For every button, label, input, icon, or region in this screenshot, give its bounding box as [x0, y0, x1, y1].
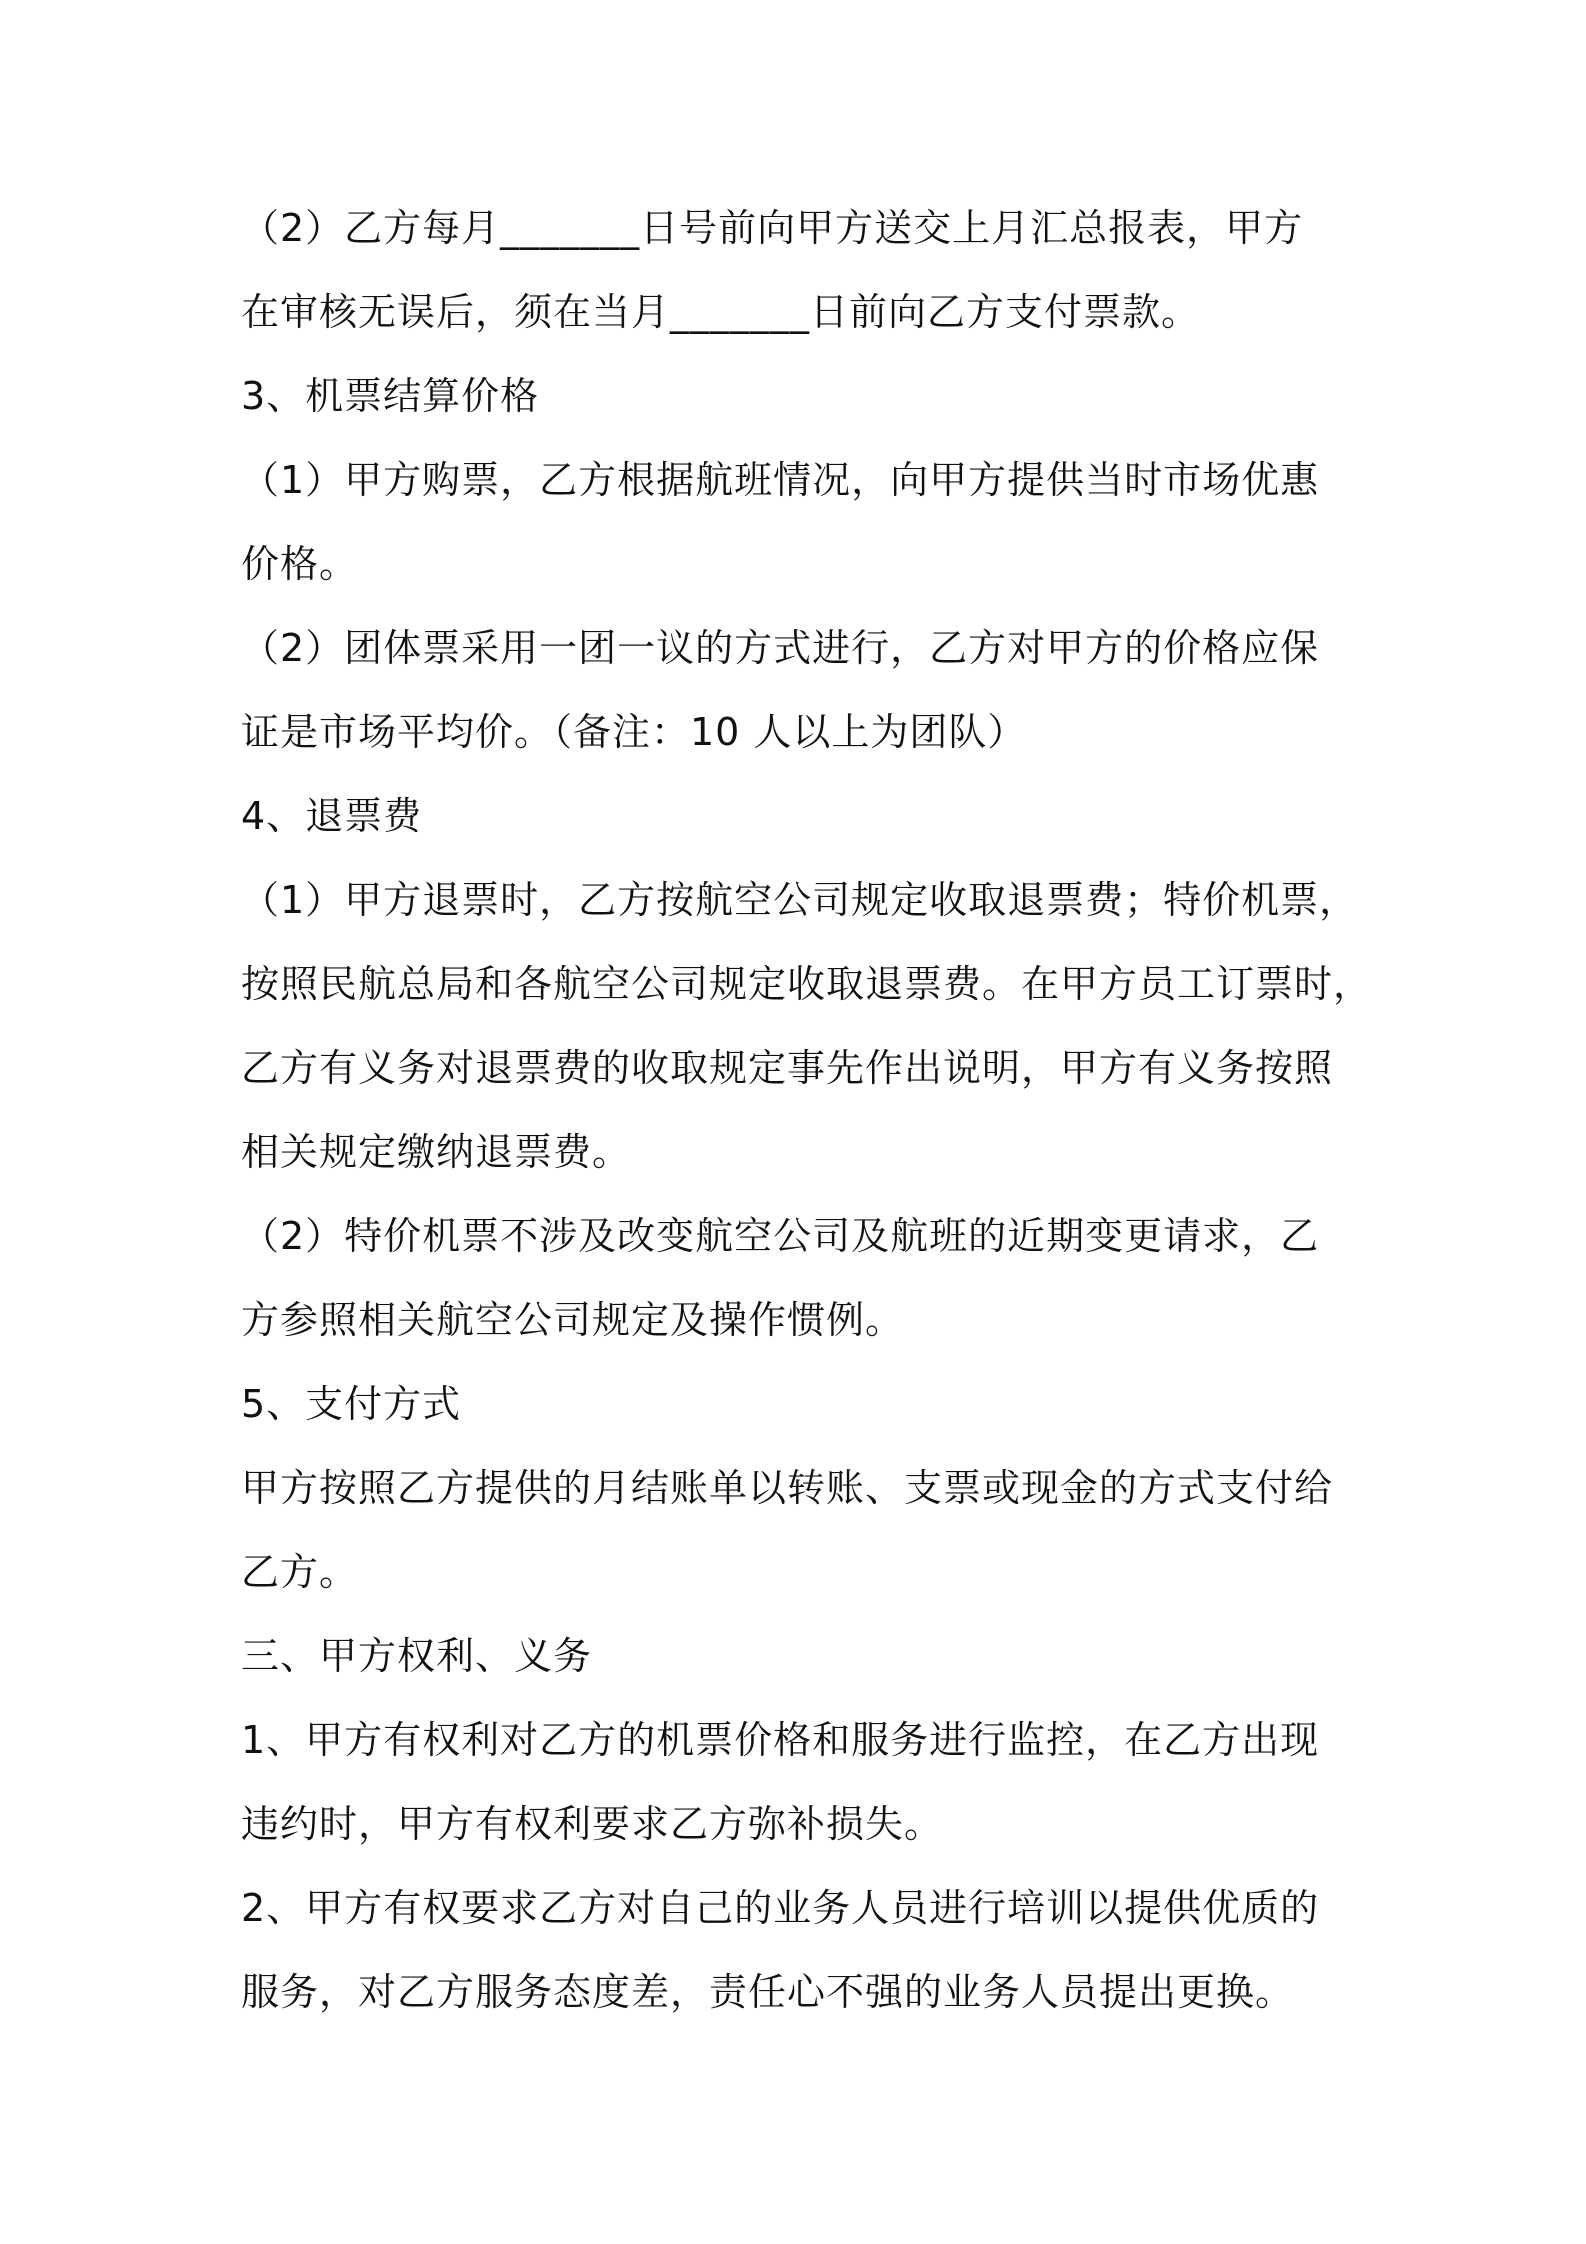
text-line-4: （1）甲方购票，乙方根据航班情况，向甲方提供当时市场优惠	[241, 458, 1320, 502]
text-line-10: 按照民航总局和各航空公司规定收取退票费。在甲方员工订票时，	[241, 962, 1373, 1006]
text-line-22: 服务，对乙方服务态度差，责任心不强的业务人员提出更换。	[241, 1970, 1295, 2014]
text-line-7: 证是市场平均价。（备注：10 人以上为团队）	[241, 710, 1027, 754]
text-line-21: 2、甲方有权要求乙方对自己的业务人员进行培训以提供优质的	[241, 1886, 1320, 1930]
text-line-16: 甲方按照乙方提供的月结账单以转账、支票或现金的方式支付给	[241, 1466, 1334, 1510]
section-heading-party-a-rights: 三、甲方权利、义务	[241, 1634, 593, 1678]
text-line-14: 方参照相关航空公司规定及操作惯例。	[241, 1298, 905, 1342]
text-line-12: 相关规定缴纳退票费。	[241, 1130, 632, 1174]
text-line-5: 价格。	[241, 542, 359, 586]
text-line-6: （2）团体票采用一团一议的方式进行，乙方对甲方的价格应保	[241, 626, 1320, 670]
text-line-1: （2）乙方每月_______日号前向甲方送交上月汇总报表，甲方	[241, 206, 1304, 250]
section-heading-4: 4、退票费	[241, 794, 423, 838]
text-line-13: （2）特价机票不涉及改变航空公司及航班的近期变更请求，乙	[241, 1214, 1320, 1258]
text-line-9: （1）甲方退票时，乙方按航空公司规定收取退票费；特价机票，	[241, 878, 1359, 922]
text-line-2: 在审核无误后，须在当月_______日前向乙方支付票款。	[241, 290, 1201, 334]
text-line-20: 违约时，甲方有权利要求乙方弥补损失。	[241, 1802, 944, 1846]
text-line-19: 1、甲方有权利对乙方的机票价格和服务进行监控，在乙方出现	[241, 1718, 1320, 1762]
text-line-11: 乙方有义务对退票费的收取规定事先作出说明，甲方有义务按照	[241, 1046, 1334, 1090]
text-line-17: 乙方。	[241, 1550, 359, 1594]
section-heading-3: 3、机票结算价格	[241, 374, 540, 418]
section-heading-5: 5、支付方式	[241, 1382, 462, 1426]
